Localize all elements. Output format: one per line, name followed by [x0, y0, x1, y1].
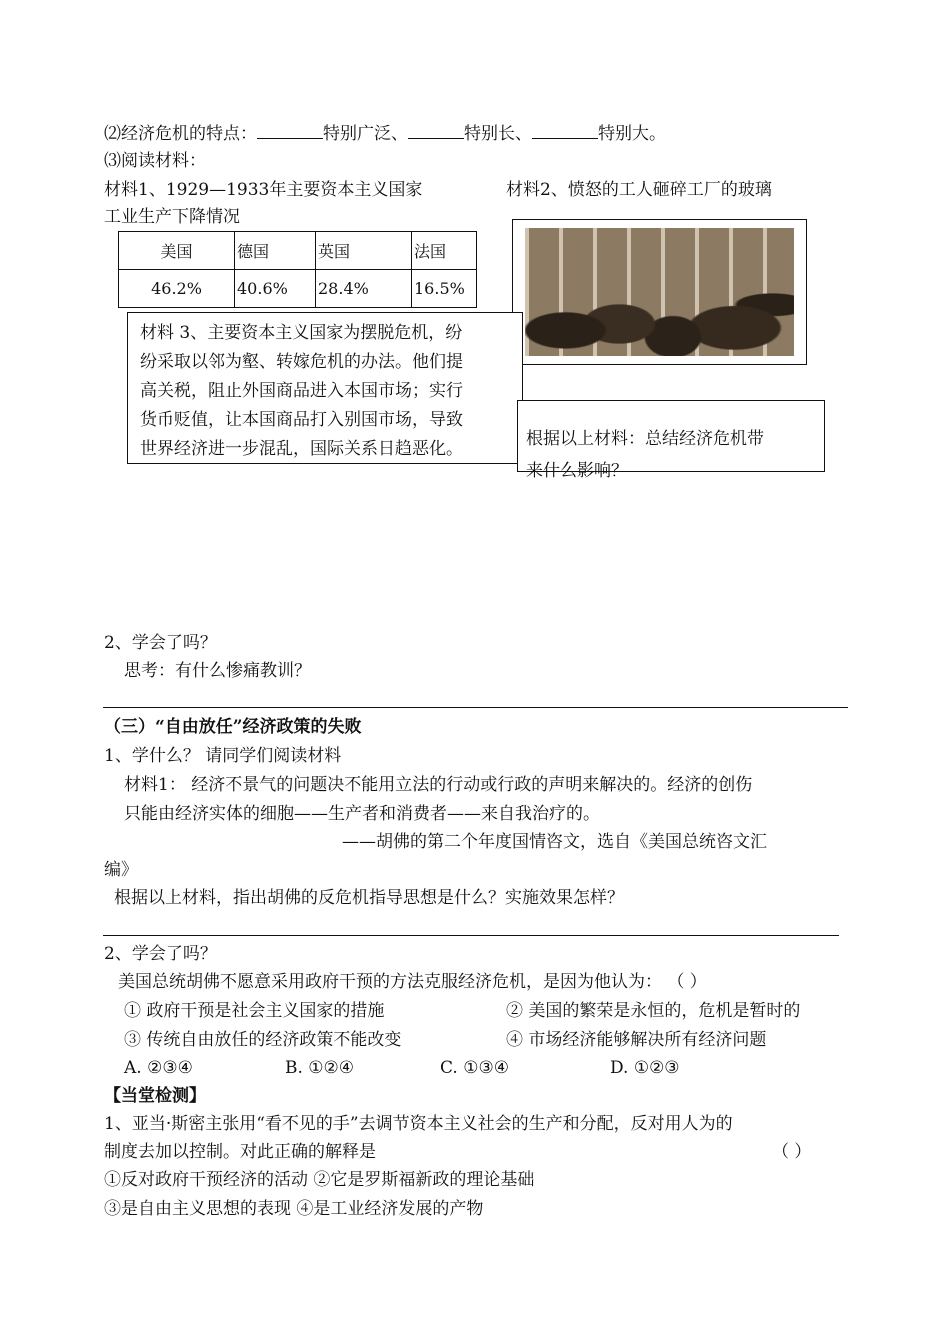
table-header-cell: 英国 — [316, 232, 412, 270]
learned-heading-1: 2、学会了吗？ — [104, 633, 217, 653]
choice-a[interactable]: A. ②③④ — [124, 1058, 193, 1078]
production-decline-table — [118, 231, 477, 308]
table-cell: 40.6% — [235, 270, 316, 308]
choice-d[interactable]: D. ①②③ — [610, 1058, 680, 1078]
question-2-characteristics — [104, 121, 666, 145]
hoover-question: 根据以上材料，指出胡佛的反危机指导思想是什么？实施效果怎样？ — [114, 888, 624, 908]
table-header-cell: 美国 — [119, 232, 235, 270]
option-3: ③ 传统自由放任的经济政策不能改变 — [124, 1030, 402, 1050]
check-options-line2: ③是自由主义思想的表现 ④是工业经济发展的产物 — [104, 1199, 484, 1219]
think-question: 思考：有什么惨痛教训？ — [124, 661, 311, 681]
material-3-line: 纷采取以邻为壑、转嫁危机的办法。他们提 — [140, 352, 463, 372]
table-cell: 16.5% — [412, 270, 477, 308]
answer-blank-1[interactable] — [257, 121, 323, 139]
answer-parenthesis[interactable]: （ ） — [772, 1142, 812, 1162]
summary-question-box — [517, 400, 825, 481]
class-check-heading: 【当堂检测】 — [104, 1086, 206, 1106]
hoover-material-line1: 材料1： 经济不景气的问题决不能用立法的行动或行政的声明来解决的。经济的创伤 — [124, 775, 753, 795]
material-1-line2: 工业生产下降情况 — [104, 207, 240, 227]
section-divider — [103, 707, 848, 708]
section-3-title: （三）“自由放任”经济政策的失败 — [104, 717, 362, 737]
check-options-line1: ①反对政府干预经济的活动 ②它是罗斯福新政的理论基础 — [104, 1170, 535, 1190]
check-question-line1: 1、亚当·斯密主张用“看不见的手”去调节资本主义社会的生产和分配，反对用人为的 — [104, 1114, 733, 1134]
answer-line[interactable] — [103, 935, 839, 936]
table-cell: 28.4% — [316, 270, 412, 308]
option-1: ① 政府干预是社会主义国家的措施 — [124, 1001, 385, 1021]
q2-part2: 特别长、 — [464, 124, 532, 144]
answer-blank-3[interactable] — [532, 121, 598, 139]
summary-line: 根据以上材料：总结经济危机带 — [526, 429, 764, 449]
material-2-caption: 材料2、愤怒的工人砸碎工厂的玻璃 — [506, 180, 772, 200]
learn-what-heading: 1、学什么？ 请同学们阅读材料 — [104, 746, 342, 766]
material-3-line: 材料 3、主要资本主义国家为摆脱危机，纷 — [140, 323, 463, 343]
answer-blank-2[interactable] — [408, 121, 464, 139]
choice-c[interactable]: C. ①③④ — [440, 1058, 509, 1078]
source-citation-line2: 编》 — [104, 860, 138, 880]
option-2: ② 美国的繁荣是永恒的，危机是暂时的 — [506, 1001, 801, 1021]
workers-smashing-glass-photo — [512, 219, 807, 365]
material-3-box — [127, 312, 523, 464]
table-cell: 46.2% — [119, 270, 235, 308]
material-1-line1: 材料1、1929—1933年主要资本主义国家 — [104, 180, 423, 200]
material-3-line: 高关税，阻止外国商品进入本国市场；实行 — [140, 381, 463, 401]
material-3-line: 货币贬值，让本国商品打入别国市场，导致 — [140, 410, 463, 430]
choice-b[interactable]: B. ①②④ — [285, 1058, 355, 1078]
source-citation-line1: ——胡佛的第二个年度国情咨文，选自《美国总统咨文汇 — [342, 832, 767, 852]
table-header-cell: 德国 — [235, 232, 316, 270]
check-question-line2: 制度去加以控制。对此正确的解释是 — [104, 1142, 376, 1162]
mcq-stem: 美国总统胡佛不愿意采用政府干预的方法克服经济危机，是因为他认为： （ ） — [118, 972, 707, 992]
q2-part1: 特别广泛、 — [323, 124, 408, 144]
table-row — [119, 270, 477, 308]
q2-part3: 特别大。 — [598, 124, 666, 144]
material-3-line: 世界经济进一步混乱，国际关系日趋恶化。 — [140, 439, 463, 459]
q2-prefix: ⑵经济危机的特点： — [104, 124, 257, 144]
table-header-row — [119, 232, 477, 270]
question-3-heading: ⑶阅读材料： — [104, 151, 206, 171]
learned-heading-2: 2、学会了吗？ — [104, 944, 217, 964]
summary-line: 来什么影响？ — [526, 461, 628, 481]
option-4: ④ 市场经济能够解决所有经济问题 — [506, 1030, 767, 1050]
hoover-material-line2: 只能由经济实体的细胞——生产者和消费者——来自我治疗的。 — [124, 804, 600, 824]
table-header-cell: 法国 — [412, 232, 477, 270]
photo-image — [525, 228, 794, 356]
